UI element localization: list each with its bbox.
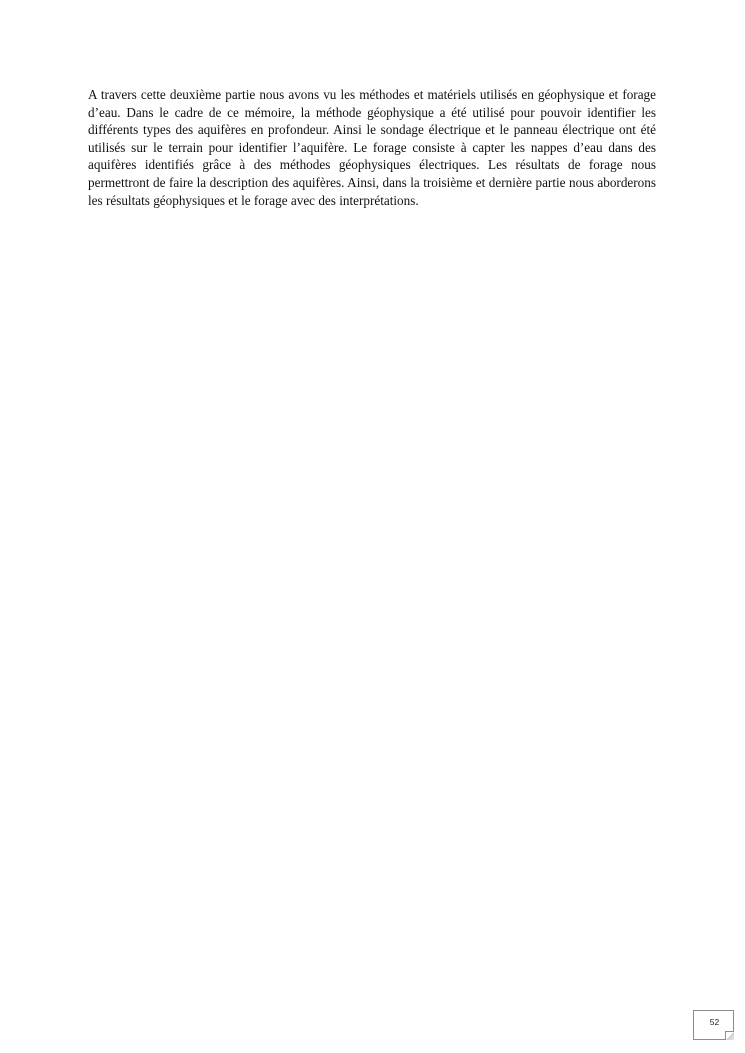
folded-corner-icon — [725, 1031, 734, 1040]
body-paragraph: A travers cette deuxième partie nous avons vu les méthodes et matériels utilisés en géophysique et forage d’eau. Dans le cadre de ce mémoire, la méthode géophysique a été utilisé pour pouvoir identifier les différents types des aquifères en profondeur. Ainsi le sondage électrique et le panneau électrique ont été utilisés sur le terrain pour identifier l’aquifère. Le forage consiste à capter les nappes d’eau dans des aquifères identifiés grâce à des méthodes géophysiques électriques. Les résultats de forage nous permettront de faire la description des aquifères. Ainsi, dans la troisième et dernière partie nous aborderons les résultats géophysiques et le forage avec des interprétations. — [88, 87, 656, 208]
page-number-box — [693, 1010, 734, 1040]
page-number: 52 — [709, 1017, 720, 1027]
